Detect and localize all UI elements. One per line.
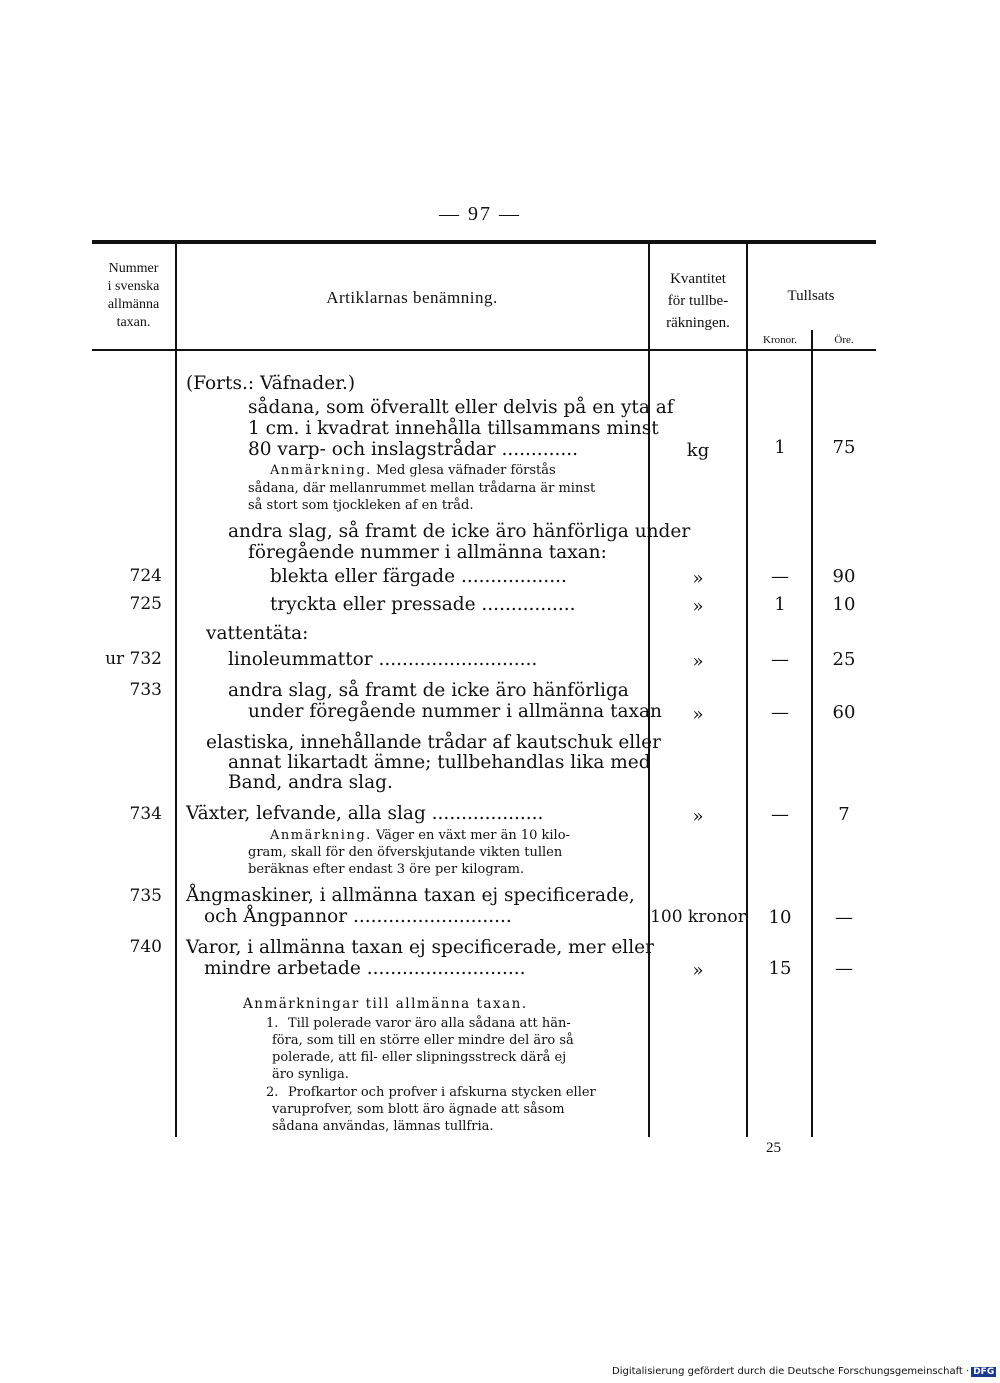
header-ore: Öre.	[834, 334, 854, 346]
row-740-number: 740	[129, 937, 162, 957]
sadana-line-1: sådana, som öfverallt eller delvis på en yta af	[248, 397, 674, 418]
row-734-note-line-2: gram, skall för den öfverskjutande vikten tullen	[248, 845, 563, 860]
row-735-line-1: Ångmaskiner, i allmänna taxan ej specificerade,	[186, 885, 635, 906]
row-735-kronor: 10	[768, 907, 792, 928]
row-733-kronor: —	[771, 702, 789, 723]
row-732-kronor: —	[771, 649, 789, 670]
row-724-kronor: —	[771, 566, 789, 587]
sadana-note-line-1: Anmärkning. Med glesa väfnader förstås	[270, 463, 556, 478]
row-734-note-line-3: beräknas efter endast 3 öre per kilogram.	[248, 862, 525, 877]
digitization-footer	[612, 1366, 996, 1377]
sadana-note-line-2: sådana, där mellanrummet mellan trådarna är minst	[248, 481, 596, 496]
row-734-text: Växter, lefvande, alla slag ...................	[186, 803, 544, 824]
row-733-quantity: »	[692, 704, 704, 725]
header-tariff: Tullsats	[787, 288, 835, 304]
general-note-1-line-1: Till polerade varor äro alla sådana att hän-	[288, 1016, 571, 1031]
row-735-quantity: 100 kronor	[650, 907, 746, 927]
top-rule	[92, 240, 876, 244]
row-725-text: tryckta eller pressade ................	[270, 594, 576, 615]
general-note-1-line-4: äro synliga.	[272, 1067, 349, 1082]
row-735-line-2: och Ångpannor ...........................	[204, 906, 512, 927]
row-724-ore: 90	[832, 566, 856, 587]
elastiska-line-2: annat likartadt ämne; tullbehandlas lika med	[228, 752, 651, 773]
dfg-logo: DFG	[973, 1367, 995, 1377]
andra-slag-intro-line-1: andra slag, så framt de icke äro hänförliga under	[228, 521, 691, 542]
general-note-2-line-3: sådana användas, lämnas tullfria.	[272, 1119, 494, 1134]
sadana-note-line-3: så stort som tjockleken af en tråd.	[248, 498, 474, 513]
elastiska-line-3: Band, andra slag.	[228, 772, 393, 793]
row-734-ore: 7	[838, 804, 850, 825]
general-note-1-no: 1.	[266, 1016, 279, 1031]
row-734-note-line-1: Anmärkning. Väger en växt mer än 10 kilo-	[270, 828, 570, 843]
header-number: Nummer i svenska allmänna taxan.	[107, 261, 160, 330]
header-quantity: Kvantitet för tullbe- räkningen.	[666, 271, 730, 331]
row-735-number: 735	[129, 886, 162, 906]
continuation-heading: (Forts.: Väfnader.)	[186, 373, 356, 394]
row-732-quantity: »	[692, 651, 704, 672]
col-divider-kronor	[811, 351, 813, 1137]
row-740-line-1: Varor, i allmänna taxan ej specificerade, mer eller	[186, 937, 654, 958]
col-divider-article	[648, 244, 650, 1137]
row-734-kronor: —	[771, 804, 789, 825]
row-740-line-2: mindre arbetade ...........................	[204, 958, 526, 979]
row-740-kronor: 15	[768, 958, 792, 979]
row-725-number: 725	[129, 594, 162, 614]
row-725-ore: 10	[832, 594, 856, 615]
general-note-2-line-2: varuprofver, som blott äro ägnade att såsom	[272, 1102, 565, 1117]
row-740-quantity: »	[692, 960, 704, 981]
header-rule	[92, 349, 876, 351]
row-740-ore: —	[835, 958, 853, 979]
row-735-ore: —	[835, 907, 853, 928]
row-725-quantity: »	[692, 596, 704, 617]
row-732-number: ur 732	[105, 649, 162, 669]
header-article: Artiklarnas benämning.	[326, 288, 498, 307]
row-732-text: linoleummattor ...........................	[228, 649, 538, 670]
general-note-2-line-1: Profkartor och profver i afskurna stycken eller	[288, 1085, 596, 1100]
sadana-kronor: 1	[774, 437, 786, 458]
andra-slag-intro-line-2: föregående nummer i allmänna taxan:	[248, 542, 607, 563]
sadana-line-2: 1 cm. i kvadrat innehålla tillsammans minst	[248, 418, 659, 439]
row-733-line-2: under föregående nummer i allmänna taxan	[248, 701, 662, 722]
sadana-ore: 75	[832, 437, 856, 458]
row-724-number: 724	[129, 566, 162, 586]
general-notes-heading: Anmärkningar till allmänna taxan.	[243, 996, 528, 1012]
page-number: — 97 —	[439, 203, 521, 225]
row-733-number: 733	[129, 680, 162, 700]
sheet-mark: 25	[766, 1140, 781, 1156]
row-724-text: blekta eller färgade ..................	[270, 566, 567, 587]
header-kronor: Kronor.	[763, 334, 797, 346]
sadana-quantity: kg	[686, 440, 710, 461]
row-732-ore: 25	[832, 649, 856, 670]
row-733-ore: 60	[832, 702, 856, 723]
footer-text: Digitalisierung gefördert durch die Deutsche Forschungsgemeinschaft ·	[612, 1366, 970, 1377]
general-note-1-line-3: polerade, att fil- eller slipningsstreck därå ej	[272, 1050, 567, 1065]
general-note-1-line-2: föra, som till en större eller mindre del äro så	[272, 1033, 574, 1048]
sadana-line-3: 80 varp- och inslagstrådar .............	[248, 439, 578, 460]
row-734-number: 734	[129, 804, 162, 824]
col-divider-quantity	[746, 244, 748, 1137]
vattentata-heading: vattentäta:	[206, 623, 309, 644]
col-divider-number	[175, 351, 177, 1137]
row-725-kronor: 1	[774, 594, 786, 615]
row-733-line-1: andra slag, så framt de icke äro hänförliga	[228, 680, 629, 701]
row-724-quantity: »	[692, 568, 704, 589]
general-note-2-no: 2.	[266, 1085, 279, 1100]
elastiska-line-1: elastiska, innehållande trådar af kautschuk eller	[206, 732, 661, 753]
row-734-quantity: »	[692, 806, 704, 827]
